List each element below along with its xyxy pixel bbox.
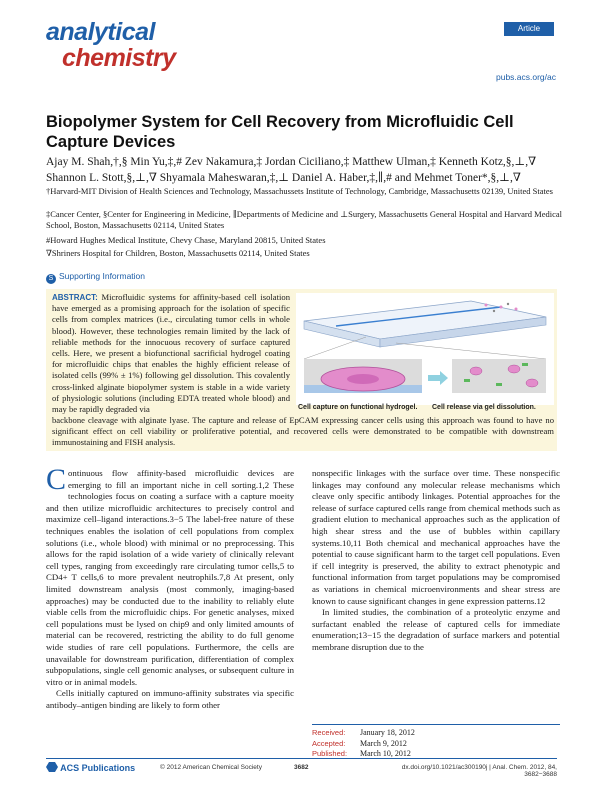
affiliation-2: ‡Cancer Center, §Center for Engineering in Medicine, ∥Departments of Medicine and ⊥Surgery, Massachusetts General Hospital and Harvard Medical School, Boston, Massachusetts 02114, United States xyxy=(46,209,562,230)
date-value: March 10, 2012 xyxy=(360,749,411,758)
cell-dot xyxy=(493,310,495,312)
zoom-line xyxy=(304,337,366,359)
cell-dot xyxy=(500,306,503,309)
body-column-right xyxy=(312,468,560,654)
released-cell xyxy=(526,379,538,387)
author-list: Ajay M. Shah,†,§ Min Yu,‡,# Zev Nakamura,‡ Jordan Ciciliano,‡ Matthew Ulman,‡ Kenneth Kotz,§,⊥,∇ Shannon L. Stott,§,⊥,∇ Shyamala Maheswaran,‡,⊥ Daniel A. Haber,‡,∥,# and Mehmet Toner*,§,⊥,∇ xyxy=(46,156,537,184)
gel-fragment xyxy=(496,383,502,386)
date-label: Accepted: xyxy=(312,738,346,748)
abstract-label: ABSTRACT: xyxy=(52,293,98,302)
intro-paragraph-2: Cells initially captured on immuno-affinity substrates via specific antibody–antigen binding are likely to form other xyxy=(46,688,294,710)
date-label: Published: xyxy=(312,749,348,758)
zoom-line xyxy=(396,343,546,359)
cell-dot xyxy=(485,304,488,307)
intro-paragraph-4: In limited studies, the combination of a proteolytic enzyme and surfactant enabled the release of captured cells for immediate enumeration;13−15 the degradation of surface markers and potential membrane disruption due to the xyxy=(312,607,560,652)
article-type-badge: Article xyxy=(504,22,554,36)
affiliation-4: ∇Shriners Hospital for Children, Boston, Massachusetts 02114, United States xyxy=(46,248,310,258)
cell-dot xyxy=(515,308,518,311)
acs-publications-logo[interactable] xyxy=(46,762,135,773)
affiliation-1: †Harvard-MIT Division of Health Sciences and Technology, Massachussets Institute of Technology, Cambridge, Massachusetts 02139, United States xyxy=(46,186,553,196)
abstract-text-upper xyxy=(52,292,290,415)
cell-nucleus xyxy=(347,374,379,384)
abstract-body-part1: Microfluidic systems for affinity-based cell isolation have emerged as a promising approach for the isolation of specific cells from complex matrices (i.e., circulating tumor cells in whole blood). However, these technologies remain limited by the lack of reliable methods for the innocuous recovery of surface captured cells. Here, we present a biofunctional sacrificial hydrogel coating for microfluidic chips that enables the highly efficient release of isolated cells (99% ± 1%) following gel dissolution. This covalently cross-linked alginate biopolymer system is stable in a wide variety of physiologic solutions (including EDTA treated whole blood) and may be rapidly degraded via xyxy=(52,292,290,415)
affiliation-3: #Howard Hughes Medical Institute, Chevy Chase, Maryland 20815, United States xyxy=(46,235,326,245)
acs-hexagon-icon xyxy=(46,762,58,772)
gel-fragment xyxy=(522,363,528,366)
supporting-info-icon: S xyxy=(46,274,56,284)
journal-url-link[interactable]: pubs.acs.org/ac xyxy=(495,72,556,82)
date-received xyxy=(312,728,560,739)
drop-cap: C xyxy=(46,463,67,496)
released-cell xyxy=(508,365,520,373)
date-value: January 18, 2012 xyxy=(360,728,415,737)
toc-graphic xyxy=(296,293,554,405)
intro-paragraph-3: nonspecific linkages with the surface over time. These nonspecific linkages may confound any molecular release mechanisms which cleave only specific antibody linkages. Potential approaches for the release of surface captured cells range from chemical methods such as gradient elution to mechanical approaches such as the application of high shear stress and the use of bubbles within capillary systems.10,11 Both chemical and mechanical approaches have the potential to cause significant harm to the target cell populations. Even if cell integrity is preserved, the ability to extract phenotypic and functional information from target populations may be compromised as variations in chemical microenvironments and shear stress are known to cause significant changes in gene expression patterns.12 xyxy=(312,468,560,606)
paper-title: Biopolymer System for Cell Recovery from Microfluidic Cell Capture Devices xyxy=(46,113,514,151)
abstract-text-lower: backbone cleavage with alginate lyase. The capture and release of EpCAM expressing cancer cells using this approach was found to have no significant effect on cell viability or proliferative potential, and recovered cells were demonstrated to be compatible with downstream immunostaining and FISH analysis. xyxy=(52,415,554,448)
date-accepted xyxy=(312,739,560,750)
publication-dates xyxy=(312,724,560,760)
acs-publications-label: ACS Publications xyxy=(60,763,136,773)
released-cell xyxy=(470,367,482,375)
intro-paragraph-1 xyxy=(46,463,294,688)
doi-citation[interactable]: dx.doi.org/10.1021/ac300190j | Anal. Chem. 2012, 84, 3682−3688 xyxy=(401,764,557,778)
cell-dot xyxy=(507,303,509,305)
gel-fragment xyxy=(464,379,470,382)
release-arrow xyxy=(428,371,448,385)
footer-rule xyxy=(46,758,557,759)
intro-paragraph-1-text: ontinuous flow affinity-based microfluidic devices are emerging to fill an important niche in cell sorting.1,2 These technologies focus on coating a surface with a capture moeity and then utilize microfluidic architectures to precisely control and maximize cell–ligand interactions.3−5 The label-free nature of these techniques enables the isolation of cell populations from complex solutions (i.e., whole blood) with minimal or no preprocessing. This allows for the rapid isolation of a wide variety of clinically relevant cell types, ranging from exceedingly rare circulating tumor cells,5 to CD4+ T cells,6 to more prevalent neutrophils.7,8 At present, only limited downstream analysis (most commonly, imaging-based approaches) may be conducted due to the inability to reliably elute viable cells from the microfluidic chips. For genetic analyses, mixed cell populations must be lysed on chip9 and only limited amounts of material can be recovered, restricting the ability to do full genome wide studies of rare cell populations. Furthermore, the cells are unavailable for downstream purification, differentiation of complex subpopulations, single cell genomic analyses, or subsequent culture in vitro or in animal models. xyxy=(46,468,294,687)
journal-logo-chemistry: chemistry xyxy=(62,44,176,72)
date-label: Received: xyxy=(312,728,346,737)
toc-caption-release: Cell release via gel dissolution. xyxy=(432,404,536,411)
supporting-info-label: Supporting Information xyxy=(59,271,145,281)
body-column-left xyxy=(46,463,294,711)
supporting-info-link[interactable] xyxy=(46,271,145,284)
release-panel xyxy=(452,359,546,393)
date-value: March 9, 2012 xyxy=(360,738,407,748)
copyright-notice: © 2012 American Chemical Society xyxy=(160,764,262,771)
journal-logo-analytical: analytical xyxy=(46,18,155,46)
toc-caption-capture: Cell capture on functional hydrogel. xyxy=(298,404,418,411)
toc-illustration xyxy=(296,293,554,405)
page-number: 3682 xyxy=(294,764,309,771)
